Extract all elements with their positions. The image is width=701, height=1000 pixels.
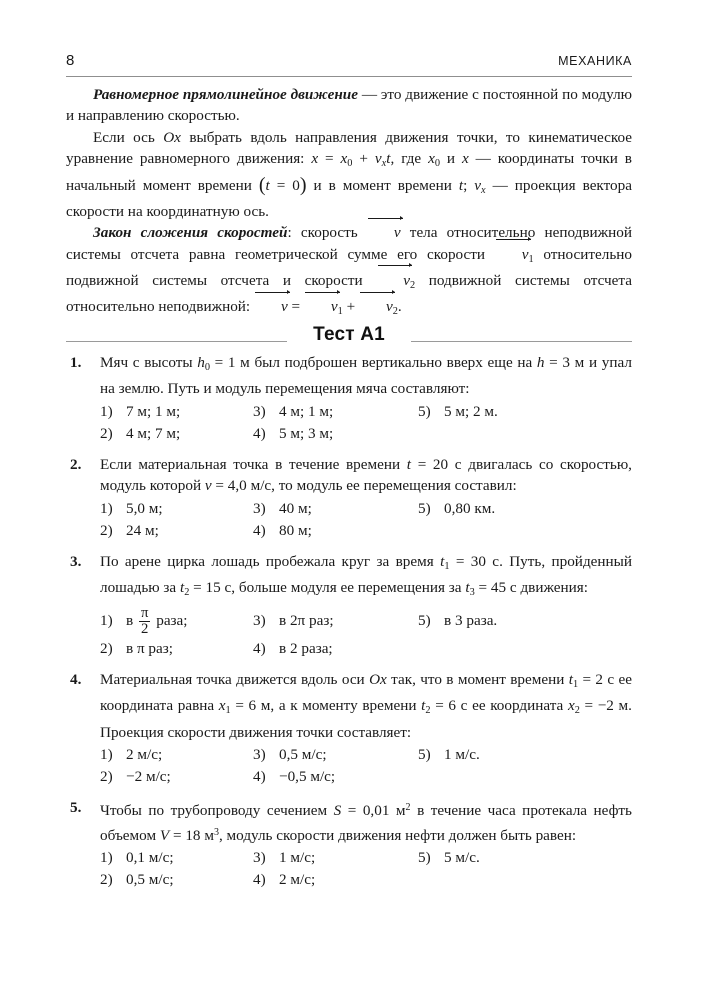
option-2-label: 2) bbox=[100, 768, 113, 786]
option-2-label: 2) bbox=[100, 424, 113, 442]
option-5-label: 5) bbox=[418, 499, 431, 517]
term-velocity-addition-law: Закон сложения скоростей bbox=[93, 224, 288, 242]
q2-value-t: t = 20 bbox=[406, 455, 449, 473]
option-5-value: в 3 раза. bbox=[444, 612, 498, 630]
question-5-options bbox=[100, 847, 632, 891]
option-4-label: 4) bbox=[253, 521, 266, 539]
q1-seg-b: был подброшен вертикально вверх еще на bbox=[249, 354, 537, 371]
option-3[interactable] bbox=[253, 744, 418, 766]
option-1-value: 2 м/с; bbox=[126, 746, 163, 764]
option-1[interactable] bbox=[100, 847, 253, 869]
p3-seg1: скорость bbox=[300, 224, 367, 242]
option-1-suffix: раза; bbox=[152, 612, 188, 630]
question-4-stem bbox=[100, 669, 632, 743]
test-heading bbox=[66, 322, 632, 348]
option-row bbox=[100, 766, 632, 788]
option-2-value: 4 м; 7 м; bbox=[126, 424, 181, 442]
option-1[interactable] bbox=[100, 604, 253, 638]
question-5 bbox=[66, 797, 632, 891]
p2-seg3: , где bbox=[390, 150, 429, 168]
option-3[interactable] bbox=[253, 498, 418, 520]
q4-seg-e: ее координата bbox=[467, 697, 568, 715]
q3-seg-d: движения: bbox=[516, 578, 588, 596]
q3-unit-t1: с bbox=[485, 552, 500, 570]
option-4-label: 4) bbox=[253, 640, 266, 658]
condition-t-equals-zero: (t = 0) bbox=[258, 174, 307, 197]
question-list bbox=[66, 352, 632, 900]
option-3-value: 1 м/с; bbox=[279, 849, 316, 867]
option-5-label: 5) bbox=[418, 402, 431, 420]
vector-v: v bbox=[367, 222, 401, 243]
question-3-options bbox=[100, 604, 632, 660]
option-4-label: 4) bbox=[253, 768, 266, 786]
option-4-value: 2 м/с; bbox=[279, 871, 316, 889]
option-4-value: 80 м; bbox=[279, 521, 312, 539]
option-5-label: 5) bbox=[418, 746, 431, 764]
option-3-value: 0,5 м/с; bbox=[279, 746, 327, 764]
option-1-label: 1) bbox=[100, 746, 113, 764]
q3-unit-t2: с bbox=[220, 578, 232, 596]
q1-seg-c: и упал на землю. Путь и модуль перемещения мяча составляют: bbox=[100, 354, 632, 398]
option-row bbox=[100, 423, 632, 445]
option-1-value bbox=[126, 604, 188, 638]
page-number: 8 bbox=[66, 52, 75, 69]
question-1-options bbox=[100, 401, 632, 445]
p3-seg3: относительно подвижной системы отсчета и скорости bbox=[66, 245, 633, 289]
q5-unit-V-exponent: 3 bbox=[213, 826, 219, 838]
vector-v1: $v_1$ bbox=[495, 246, 534, 263]
option-4[interactable] bbox=[253, 869, 418, 891]
q3-unit-t3: с bbox=[506, 578, 517, 596]
p3-seg2: тела относительно неподвижной системы отсчета равна геометрической сумме его скорости bbox=[66, 224, 632, 263]
q4-seg-d: , а к моменту времени bbox=[270, 697, 422, 715]
q3-value-t3: $t_3 = 45$ bbox=[465, 578, 507, 598]
q4-seg-f: . Проекция скорости движения точки составляет: bbox=[100, 697, 632, 741]
option-1[interactable] bbox=[100, 498, 253, 520]
symbol-x: x bbox=[462, 150, 469, 168]
q5-unit-S bbox=[389, 802, 410, 819]
option-2-label: 2) bbox=[100, 871, 113, 889]
test-title: Тест А1 bbox=[313, 324, 385, 345]
q5-unit-V bbox=[201, 827, 219, 844]
q2-unit-v: м/с bbox=[246, 477, 272, 495]
q5-seg-a: Чтобы по трубопроводу сечением bbox=[100, 802, 334, 820]
option-5-value: 5 м; 2 м. bbox=[444, 402, 498, 420]
fraction-denominator: 2 bbox=[139, 621, 150, 637]
option-3-label: 3) bbox=[253, 499, 266, 517]
paragraph-velocity-addition-law bbox=[66, 222, 632, 322]
option-2-label: 2) bbox=[100, 640, 113, 658]
option-4-label: 4) bbox=[253, 424, 266, 442]
q5-seg-b: в течение часа протекала нефть объемом bbox=[100, 802, 632, 844]
option-row bbox=[100, 869, 632, 891]
option-4[interactable] bbox=[253, 638, 418, 660]
p2-seg7: ; bbox=[463, 176, 475, 194]
q4-unit-t1: с bbox=[603, 671, 615, 689]
test-heading-rule-left bbox=[66, 341, 287, 342]
symbol-vx: $v_x$ bbox=[474, 176, 486, 196]
p2-seg5: — координаты точки в начальный момент времени bbox=[66, 150, 632, 194]
q3-value-t2: $t_2 = 15$ bbox=[179, 578, 221, 598]
q4-unit-t2: с bbox=[456, 697, 468, 715]
option-1-label: 1) bbox=[100, 849, 113, 867]
option-4[interactable] bbox=[253, 766, 418, 788]
option-2[interactable] bbox=[100, 766, 253, 788]
q3-seg-b: . Путь, пройденный лошадью за bbox=[100, 552, 632, 596]
question-5-number: 5. bbox=[70, 799, 82, 817]
question-1-stem bbox=[100, 352, 632, 400]
p3-seg4: подвижной системы отсчета относительно неподвижной: bbox=[66, 271, 632, 316]
question-1 bbox=[66, 352, 632, 445]
q2-unit-t: с bbox=[448, 455, 462, 473]
p3-period: . bbox=[397, 298, 402, 316]
option-2[interactable] bbox=[100, 869, 253, 891]
option-1-value: 5,0 м; bbox=[126, 499, 163, 517]
q1-value-h: h = 3 bbox=[536, 354, 571, 371]
option-2[interactable] bbox=[100, 423, 253, 445]
question-1-number: 1. bbox=[70, 354, 82, 371]
intro-text-block bbox=[66, 84, 632, 323]
option-2-value: 24 м; bbox=[126, 521, 159, 539]
option-2-value: 0,5 м/с; bbox=[126, 871, 174, 889]
option-row bbox=[100, 401, 632, 423]
option-row bbox=[100, 498, 632, 520]
question-2-number: 2. bbox=[70, 455, 82, 473]
option-5-label: 5) bbox=[418, 612, 431, 630]
option-row bbox=[100, 847, 632, 869]
question-3-number: 3. bbox=[70, 552, 82, 570]
question-5-stem bbox=[100, 797, 632, 846]
option-1-label: 1) bbox=[100, 499, 113, 517]
option-3-label: 3) bbox=[253, 402, 266, 420]
paragraph-uniform-motion-text: это движение с постоянной по модулю и направлению скоростью. bbox=[66, 86, 632, 125]
option-3[interactable] bbox=[253, 604, 418, 638]
option-2-value: −2 м/с; bbox=[126, 768, 171, 786]
q4-unit-x2: м bbox=[613, 697, 629, 715]
option-5[interactable] bbox=[418, 847, 480, 869]
option-4-value: 5 м; 3 м; bbox=[279, 424, 334, 442]
option-5-value: 1 м/с. bbox=[444, 746, 480, 764]
option-4-value: в 2 раза; bbox=[279, 640, 333, 658]
option-row bbox=[100, 520, 632, 542]
option-5-value: 5 м/с. bbox=[444, 849, 480, 867]
paragraph-kinematic-equation bbox=[66, 127, 632, 222]
vector-v2: $v_2$ bbox=[376, 272, 415, 289]
q1-unit-h0: м bbox=[235, 354, 250, 371]
question-4-options bbox=[100, 744, 632, 788]
q2-seg-b: двигалась со скоростью, модуль которой bbox=[100, 455, 632, 495]
q5-value-V: V = 18 bbox=[159, 826, 201, 844]
option-5[interactable] bbox=[418, 498, 495, 520]
paragraph-uniform-motion bbox=[66, 84, 632, 127]
q1-seg-a: Мяч с высоты bbox=[100, 354, 198, 371]
question-4-number: 4. bbox=[70, 671, 82, 689]
p2-seg4: и bbox=[440, 150, 462, 168]
q4-value-t1: $t_1 = 2$ bbox=[568, 671, 604, 690]
option-3[interactable] bbox=[253, 847, 418, 869]
p2-seg6: и в момент времени bbox=[306, 176, 459, 194]
option-4[interactable] bbox=[253, 423, 418, 445]
question-2 bbox=[66, 454, 632, 542]
q5-value-S: S = 0,01 bbox=[333, 802, 390, 820]
option-3-label: 3) bbox=[253, 746, 266, 764]
q5-unit-S-exponent: 2 bbox=[405, 802, 411, 814]
q4-unit-x1: м bbox=[256, 697, 271, 715]
q3-seg-c: , больше модуля ее перемещения за bbox=[231, 578, 466, 596]
option-1[interactable] bbox=[100, 744, 253, 766]
section-title: МЕХАНИКА bbox=[558, 54, 632, 68]
symbol-x0: $x_0$ bbox=[428, 150, 440, 170]
option-5[interactable] bbox=[418, 604, 497, 638]
fraction-numerator: π bbox=[140, 604, 149, 621]
option-2-value: в π раз; bbox=[126, 640, 173, 658]
option-5-value: 0,80 км. bbox=[444, 499, 496, 517]
header-divider bbox=[66, 76, 632, 77]
option-3-value: 4 м; 1 м; bbox=[279, 402, 334, 420]
q4-value-t2: $t_2 = 6$ bbox=[421, 697, 457, 717]
q2-value-v: v = 4,0 bbox=[204, 477, 247, 495]
axis-ox-2: Ox bbox=[369, 671, 387, 689]
option-3[interactable] bbox=[253, 401, 418, 423]
option-1-prefix: в bbox=[126, 612, 137, 630]
q4-seg-c: ее координата равна bbox=[100, 671, 632, 715]
option-5-label: 5) bbox=[418, 849, 431, 867]
term-uniform-linear-motion: Равномерное прямолинейное движение bbox=[93, 86, 358, 103]
option-4-value: −0,5 м/с; bbox=[279, 768, 336, 786]
q5-unit-S-text: м bbox=[389, 802, 406, 820]
option-3-value: 40 м; bbox=[279, 499, 312, 517]
question-2-stem bbox=[100, 454, 632, 497]
option-1-label: 1) bbox=[100, 612, 113, 630]
running-head bbox=[66, 52, 632, 69]
q4-value-x2: $x_2 = -2$ bbox=[567, 697, 614, 717]
option-row bbox=[100, 638, 632, 660]
fraction-pi-over-2 bbox=[139, 606, 150, 637]
equation-x-eq-x0-plus-vxt: $x = x_0 + v_xt$ bbox=[311, 150, 391, 170]
p2-seg1: Если ось bbox=[93, 128, 164, 146]
option-3-value: в 2π раз; bbox=[279, 612, 334, 630]
option-2[interactable] bbox=[100, 638, 253, 660]
option-1-value: 0,1 м/с; bbox=[126, 849, 174, 867]
option-2[interactable] bbox=[100, 520, 253, 542]
option-5[interactable] bbox=[418, 744, 480, 766]
axis-ox-1: Ox bbox=[163, 128, 181, 146]
q5-seg-c: , модуль скорости движения нефти должен быть равен: bbox=[218, 826, 577, 844]
q2-seg-a: Если материальная точка в течение времени bbox=[100, 455, 407, 473]
p3-colon: : bbox=[287, 224, 301, 242]
p2-seg2: выбрать вдоль направления движения точки, то кинематическое уравнение равномерного движения: bbox=[66, 128, 632, 168]
q2-seg-c: , то модуль ее перемещения составил: bbox=[271, 477, 517, 495]
q4-seg-a: Материальная точка движется вдоль оси bbox=[100, 671, 370, 689]
option-3-label: 3) bbox=[253, 849, 266, 867]
symbol-t: t bbox=[458, 176, 464, 194]
option-4-label: 4) bbox=[253, 871, 266, 889]
option-row bbox=[100, 744, 632, 766]
option-5[interactable] bbox=[418, 401, 498, 423]
question-4 bbox=[66, 669, 632, 788]
question-2-options bbox=[100, 498, 632, 542]
q3-seg-a: По арене цирка лошадь пробежала круг за время bbox=[100, 552, 441, 570]
option-row bbox=[100, 604, 632, 638]
option-1-label: 1) bbox=[100, 402, 113, 420]
equation-v-eq-v1-plus-v2: $v = v_1 + v_2$ bbox=[254, 298, 398, 315]
q1-value-h0: $h_0 = 1$ bbox=[197, 354, 236, 373]
question-3-stem bbox=[100, 551, 632, 604]
q4-seg-b: так, что в момент времени bbox=[386, 671, 569, 689]
option-3-label: 3) bbox=[253, 612, 266, 630]
test-heading-rule-right bbox=[411, 341, 632, 342]
q3-value-t1: $t_1 = 30$ bbox=[440, 552, 486, 572]
q1-unit-h: м bbox=[570, 354, 585, 371]
question-3 bbox=[66, 551, 632, 661]
q4-value-x1: $x_1 = 6$ bbox=[218, 697, 257, 717]
dash-1: — bbox=[358, 86, 381, 103]
option-1[interactable] bbox=[100, 401, 253, 423]
p2-seg8: — проекция вектора скорости на координатную ось. bbox=[66, 176, 632, 220]
option-1-value: 7 м; 1 м; bbox=[126, 402, 181, 420]
option-2-label: 2) bbox=[100, 521, 113, 539]
option-4[interactable] bbox=[253, 520, 418, 542]
q5-unit-V-text: м bbox=[200, 826, 214, 844]
